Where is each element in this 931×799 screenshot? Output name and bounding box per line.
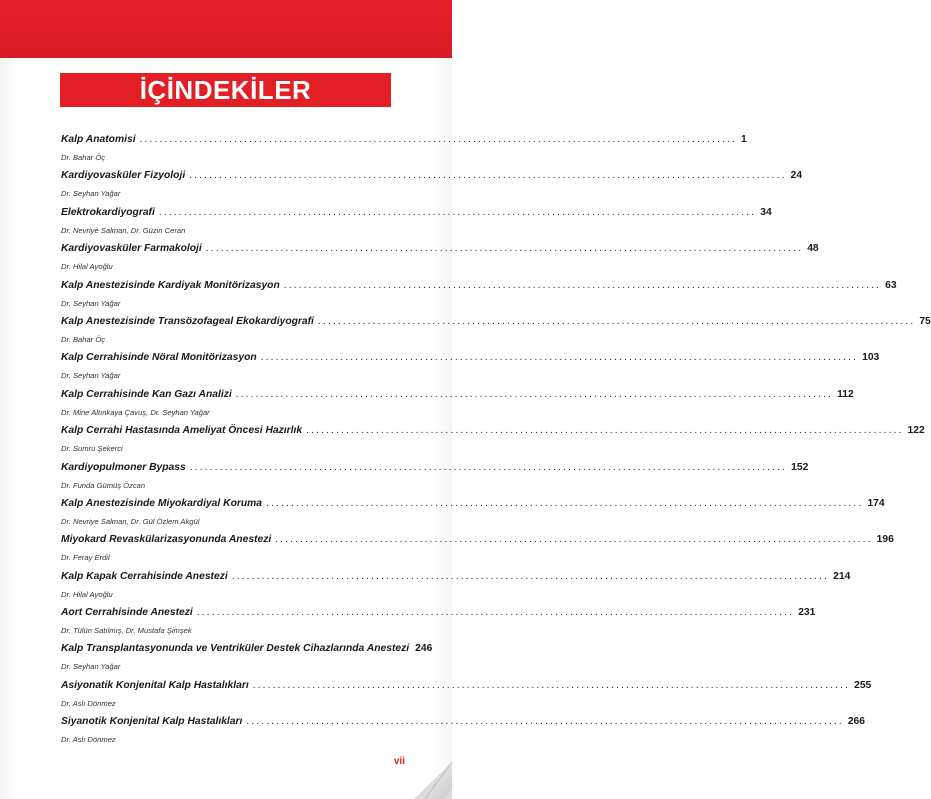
toc-entry-title: Elektrokardiyografi — [61, 206, 155, 218]
toc-entry[interactable] — [61, 134, 747, 170]
toc-entry[interactable] — [61, 315, 931, 352]
toc-entry-line — [61, 679, 872, 698]
toc-entry-authors: Dr. Bahar Öç — [61, 153, 106, 162]
toc-entry[interactable] — [61, 643, 433, 679]
toc-leader-dots: ........................................................................................................................ — [266, 497, 864, 509]
toc-entry-title: Kardiyovasküler Farmakoloji — [61, 243, 202, 255]
toc-entry-title: Kalp Anestezisinde Miyokardiyal Koruma — [61, 497, 263, 509]
toc-entry-title: Siyanotik Konjenital Kalp Hastalıkları — [61, 716, 243, 728]
toc-entry-line — [61, 534, 894, 552]
toc-entry-authors: Dr. Bahar Öç — [61, 334, 106, 344]
toc-entry[interactable] — [61, 425, 925, 461]
table-of-contents — [61, 134, 931, 753]
toc-entry-line — [61, 607, 816, 625]
toc-entry-authors: Dr. Aslı Dönmez — [61, 735, 116, 745]
toc-leader-dots: ........................................................................................................................ — [189, 461, 788, 473]
toc-entry-line — [61, 279, 897, 298]
toc-entry-line — [61, 570, 851, 589]
toc-entry-line — [61, 243, 819, 261]
toc-entry-title: Miyokard Revaskülarizasyonunda Anestezi — [61, 534, 272, 546]
toc-leader-dots: ........................................................................................................................ — [306, 425, 904, 437]
toc-entry-line — [61, 388, 854, 407]
toc-entry-line — [61, 315, 931, 334]
toc-entry-page: 231 — [798, 607, 816, 619]
toc-entry-title: Kalp Cerrahisinde Kan Gazı Analizi — [61, 388, 232, 400]
toc-entry[interactable] — [61, 243, 819, 279]
toc-entry-page: 196 — [876, 534, 894, 546]
toc-entry-line — [61, 134, 747, 152]
toc-leader-dots: ........................................................................................................................ — [158, 206, 757, 218]
toc-entry[interactable] — [61, 170, 803, 206]
toc-entry-title: Kalp Anatomisi — [61, 134, 136, 145]
toc-entry-line — [61, 716, 865, 734]
toc-leader-dots: ........................................................................................................................ — [246, 716, 844, 728]
toc-entry-page: 112 — [837, 388, 854, 400]
toc-entry-title: Kardiyovasküler Fizyoloji — [61, 170, 186, 182]
toc-entry[interactable] — [61, 279, 897, 316]
toc-entry-authors: Dr. Hilal Ayoğlu — [61, 262, 113, 272]
toc-entry[interactable] — [61, 716, 865, 752]
toc-entry-line — [61, 497, 885, 516]
toc-entry-line — [61, 461, 809, 480]
toc-entry[interactable] — [61, 679, 872, 716]
toc-leader-dots: ........................................................................................................................ — [317, 315, 916, 327]
toc-entry-title: Kalp Transplantasyonunda ve Ventriküler Destek Cihazlarında Anestezi — [61, 643, 410, 655]
toc-entry[interactable] — [61, 570, 851, 607]
toc-entry-title: Kalp Anestezisinde Transözofageal Ekokardiyografi — [61, 315, 314, 327]
toc-entry-line — [61, 352, 880, 370]
top-red-band — [0, 0, 452, 58]
toc-entry-line — [61, 206, 772, 225]
toc-entry-page: 103 — [862, 352, 880, 364]
toc-entry-page: 24 — [790, 170, 803, 182]
toc-leader-dots: ........................................................................................................................ — [196, 607, 795, 619]
toc-entry-title: Kalp Cerrahisinde Nöral Monitörizasyon — [61, 352, 257, 364]
toc-leader-dots: ........................................................................................................................ — [189, 170, 787, 182]
toc-entry-title: Kalp Cerrahi Hastasında Ameliyat Öncesi Hazırlık — [61, 425, 303, 437]
toc-entry-page: 246 — [415, 643, 433, 655]
toc-entry-line — [61, 170, 803, 188]
toc-entry-authors: Dr. Seyhan Yağar — [61, 371, 121, 381]
toc-leader-dots: ........................................................................................................................ — [275, 534, 873, 546]
toc-leader-dots: ........................................................................................................................ — [205, 243, 804, 255]
toc-entry-page: 255 — [854, 679, 872, 691]
toc-entry-page: 34 — [760, 206, 772, 218]
toc-entry-title: Aort Cerrahisinde Anestezi — [61, 607, 193, 619]
toc-entry[interactable] — [61, 461, 809, 498]
title-banner — [60, 73, 391, 107]
toc-entry-authors: Dr. Aslı Dönmez — [61, 698, 116, 708]
toc-entry-title: Kalp Anestezisinde Kardiyak Monitörizasyon — [61, 279, 280, 291]
toc-entry-page: 266 — [847, 716, 865, 728]
toc-entry-authors: Dr. Hilal Ayoğlu — [61, 589, 113, 599]
toc-entry[interactable] — [61, 607, 816, 643]
toc-leader-dots: ........................................................................................................................ — [231, 570, 830, 582]
toc-entry-page: 48 — [807, 243, 819, 255]
toc-entry-page: 75 — [919, 315, 931, 327]
toc-entry-page: 1 — [740, 134, 747, 145]
toc-leader-dots: ........................................................................................................................ — [283, 279, 882, 291]
toc-entry-authors: Dr. Funda Gümüş Özcan — [61, 480, 146, 490]
toc-entry-page: 214 — [833, 570, 851, 582]
toc-leader-dots: ........................................................................................................................ — [252, 679, 851, 691]
toc-entry-authors: Dr. Mine Altınkaya Çavuş, Dr. Seyhan Yağar — [61, 407, 210, 417]
toc-entry-authors: Dr. Nevriye Salman, Dr. Gül Özlem Akgül — [61, 516, 200, 526]
toc-entry[interactable] — [61, 352, 880, 388]
page-curl-icon — [414, 762, 452, 799]
toc-entry[interactable] — [61, 388, 854, 425]
toc-entry[interactable] — [61, 206, 772, 243]
toc-entry-page: 122 — [907, 425, 925, 437]
toc-entry-authors: Dr. Seyhan Yağar — [61, 662, 121, 672]
toc-entry-authors: Dr. Nevriye Salman, Dr. Güzin Ceran — [61, 225, 186, 235]
toc-entry-page: 152 — [791, 461, 809, 473]
toc-entry-authors: Dr. Sumru Şekerci — [61, 444, 123, 454]
toc-leader-dots: ........................................................................................................................ — [139, 134, 737, 145]
toc-leader-dots: ........................................................................................................................ — [260, 352, 859, 364]
toc-entry-page: 174 — [867, 497, 885, 509]
page-title: İÇİNDEKİLER — [139, 74, 312, 105]
toc-entry-authors: Dr. Tülün Satılmış, Dr. Mustafa Şimşek — [61, 626, 192, 636]
toc-entry-authors: Dr. Seyhan Yağar — [61, 189, 121, 199]
toc-entry[interactable] — [61, 534, 894, 570]
toc-entry-title: Asiyonatik Konjenital Kalp Hastalıkları — [61, 679, 249, 691]
toc-entry-authors: Dr. Feray Erdil — [61, 553, 110, 563]
page-number: vii — [393, 756, 405, 767]
toc-entry[interactable] — [61, 497, 885, 534]
toc-leader-dots: ........................................................................................................................ — [235, 388, 834, 400]
toc-entry-title: Kalp Kapak Cerrahisinde Anestezi — [61, 570, 228, 582]
toc-entry-line — [61, 425, 925, 443]
toc-entry-page: 63 — [885, 279, 897, 291]
toc-entry-line — [61, 643, 433, 661]
toc-entry-title: Kardiyopulmoner Bypass — [61, 461, 186, 473]
toc-entry-authors: Dr. Seyhan Yağar — [61, 298, 121, 308]
